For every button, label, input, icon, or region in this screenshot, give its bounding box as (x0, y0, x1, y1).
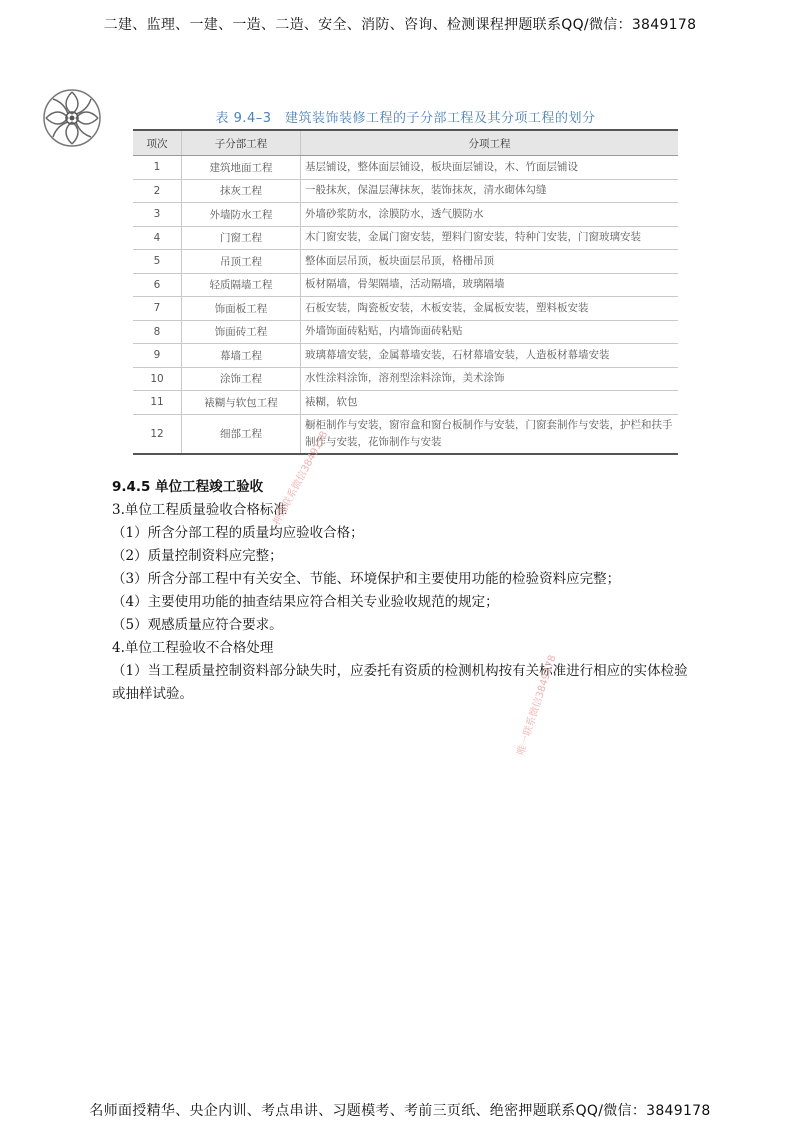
row-no: 9 (133, 344, 182, 368)
table-header-row (133, 130, 678, 156)
watermark-text: 唯一联系微信3849178 (515, 653, 559, 757)
row-sub: 轻质隔墙工程 (182, 273, 301, 297)
section-heading: 9.4.5 单位工程竣工验收 (112, 479, 264, 495)
row-sub: 裱糊与软包工程 (182, 391, 301, 415)
row-sub: 饰面板工程 (182, 297, 301, 321)
subdivision-table (133, 129, 678, 455)
row-no: 3 (133, 203, 182, 227)
header-items: 分项工程 (301, 130, 679, 156)
list-item: （5）观感质量应符合要求。 (112, 617, 283, 633)
table-row (133, 320, 678, 344)
row-sub: 抹灰工程 (182, 179, 301, 203)
table-row (133, 414, 678, 454)
row-items: 裱糊，软包 (301, 391, 679, 415)
subsection-title: 3.单位工程质量验收合格标准 (112, 502, 287, 518)
row-items: 水性涂料涂饰，溶剂型涂料涂饰，美术涂饰 (301, 367, 679, 391)
row-items: 木门窗安装，金属门窗安装，塑料门窗安装，特种门安装，门窗玻璃安装 (301, 226, 679, 250)
row-items: 橱柜制作与安装，窗帘盒和窗台板制作与安装，门窗套制作与安装，护栏和扶手制作与安装，花饰制作与安装 (301, 414, 679, 454)
list-item: （4）主要使用功能的抽查结果应符合相关专业验收规范的规定； (112, 594, 499, 610)
list-item: （3）所含分部工程中有关安全、节能、环境保护和主要使用功能的检验资料应完整； (112, 571, 621, 587)
row-no: 4 (133, 226, 182, 250)
row-no: 7 (133, 297, 182, 321)
table-row (133, 391, 678, 415)
row-items: 石板安装，陶瓷板安装，木板安装，金属板安装，塑料板安装 (301, 297, 679, 321)
list-item: （2）质量控制资料应完整； (112, 548, 283, 564)
row-items: 外墙砂浆防水，涂膜防水，透气膜防水 (301, 203, 679, 227)
row-sub: 涂饰工程 (182, 367, 301, 391)
watermark-text: 押题联系微信3849178 (271, 429, 331, 528)
subsection-title: 4.单位工程验收不合格处理 (112, 640, 274, 656)
row-no: 11 (133, 391, 182, 415)
table-row (133, 179, 678, 203)
table-row (133, 273, 678, 297)
table-row (133, 344, 678, 368)
table-row (133, 226, 678, 250)
header-sub: 子分部工程 (182, 130, 301, 156)
table-row (133, 367, 678, 391)
row-sub: 细部工程 (182, 414, 301, 454)
row-no: 2 (133, 179, 182, 203)
row-items: 基层铺设，整体面层铺设，板块面层铺设，木、竹面层铺设 (301, 156, 679, 180)
table-title: 表 9.4–3 建筑装饰装修工程的子分部工程及其分项工程的划分 (215, 111, 596, 126)
row-sub: 饰面砖工程 (182, 320, 301, 344)
list-item: （1）当工程质量控制资料部分缺失时，应委托有资质的检测机构按有关标准进行相应的实体检验或抽样试验。 (112, 663, 688, 702)
flower-logo-icon (42, 88, 102, 148)
table-row (133, 203, 678, 227)
row-no: 8 (133, 320, 182, 344)
row-items: 外墙饰面砖粘贴，内墙饰面砖粘贴 (301, 320, 679, 344)
table-row (133, 297, 678, 321)
row-no: 6 (133, 273, 182, 297)
row-no: 5 (133, 250, 182, 274)
table-row (133, 250, 678, 274)
footer-banner: 名师面授精华、央企内训、考点串讲、习题模考、考前三页纸、绝密押题联系QQ/微信：3849178 (89, 1103, 711, 1119)
row-sub: 吊顶工程 (182, 250, 301, 274)
header-no: 项次 (133, 130, 182, 156)
row-no: 12 (133, 414, 182, 454)
table-row (133, 156, 678, 180)
row-no: 10 (133, 367, 182, 391)
row-sub: 建筑地面工程 (182, 156, 301, 180)
row-items: 板材隔墙，骨架隔墙，活动隔墙，玻璃隔墙 (301, 273, 679, 297)
row-items: 玻璃幕墙安装，金属幕墙安装，石材幕墙安装，人造板材幕墙安装 (301, 344, 679, 368)
row-sub: 外墙防水工程 (182, 203, 301, 227)
row-items: 一般抹灰，保温层薄抹灰，装饰抹灰，清水砌体勾缝 (301, 179, 679, 203)
main-content (112, 476, 692, 706)
row-sub: 门窗工程 (182, 226, 301, 250)
header-banner: 二建、监理、一建、一造、二造、安全、消防、咨询、检测课程押题联系QQ/微信：3849178 (103, 17, 697, 33)
row-sub: 幕墙工程 (182, 344, 301, 368)
list-item: （1）所含分部工程的质量均应验收合格； (112, 525, 364, 541)
row-no: 1 (133, 156, 182, 180)
row-items: 整体面层吊顶，板块面层吊顶，格栅吊顶 (301, 250, 679, 274)
